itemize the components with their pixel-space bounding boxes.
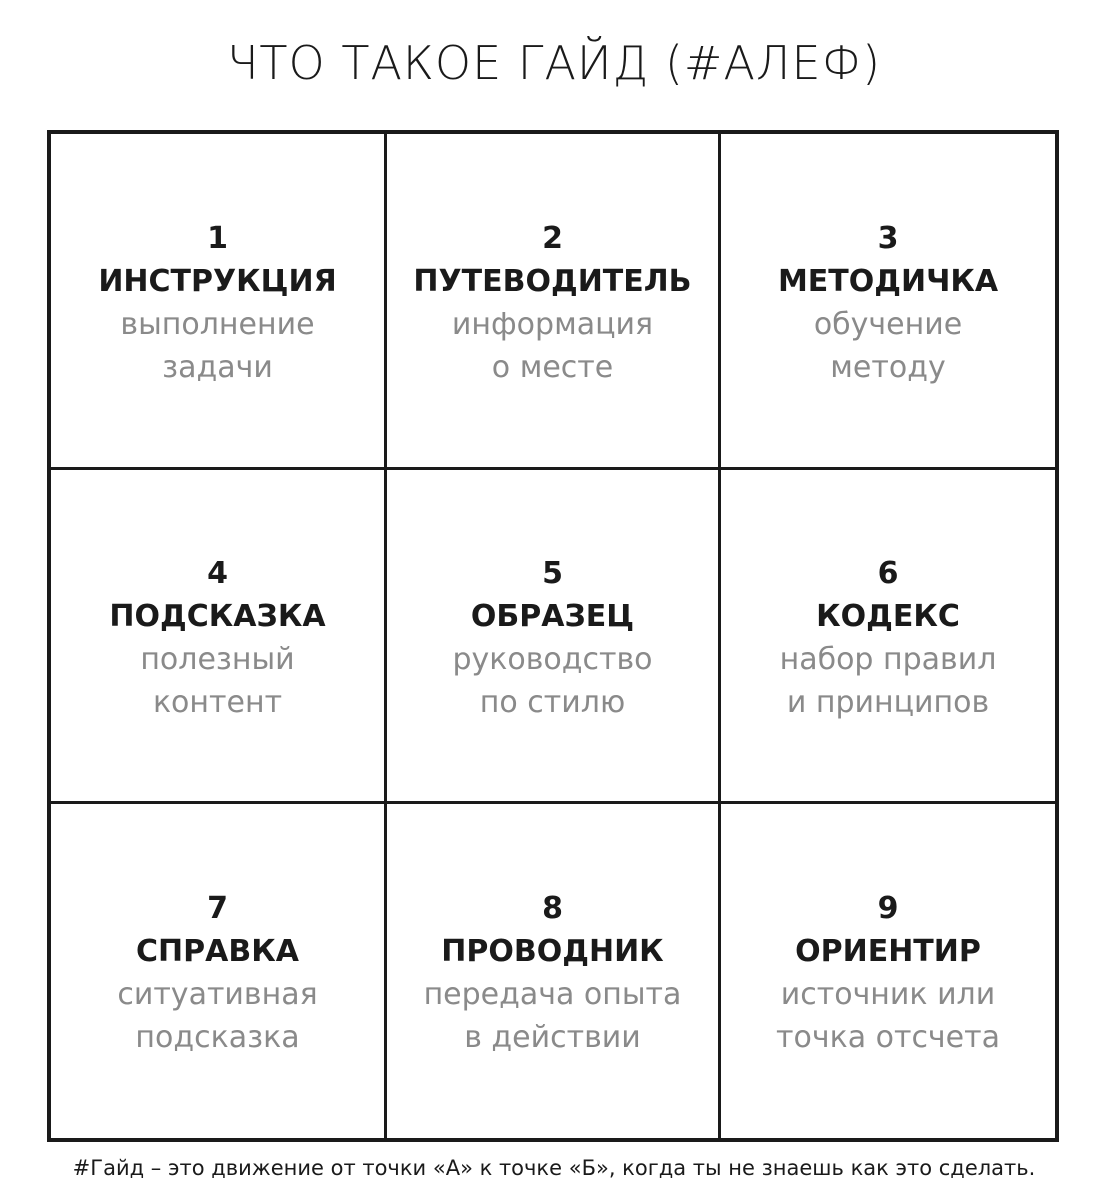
cell-title: ИНСТРУКЦИЯ	[98, 263, 337, 299]
grid-cell-9	[721, 804, 1055, 1138]
cell-description-line: методу	[830, 349, 946, 385]
cell-description-line: информация	[451, 306, 654, 342]
cell-description-line: выполнение	[120, 306, 315, 342]
cell-title: ОБРАЗЕЦ	[470, 598, 635, 634]
cell-description-line: о месте	[491, 349, 614, 385]
cell-title: ПУТЕВОДИТЕЛЬ	[413, 263, 692, 299]
cell-description-line: и принципов	[786, 684, 990, 720]
grid-cell-2	[387, 134, 721, 470]
grid-cell-5	[387, 470, 721, 804]
cell-number: 3	[877, 220, 899, 256]
page-title: ЧТО ТАКОЕ ГАЙД (#АЛЕФ)	[226, 36, 882, 90]
cell-number: 8	[542, 891, 563, 926]
cell-number: 1	[207, 220, 228, 256]
cell-description-line: источник или	[780, 977, 996, 1012]
cell-title: КОДЕКС	[816, 598, 960, 634]
cell-description-line: точка отсчета	[776, 1020, 1000, 1055]
cell-description-line: в действии	[464, 1020, 641, 1055]
cell-title: МЕТОДИЧКА	[777, 263, 999, 299]
guide-grid	[47, 130, 1059, 1142]
cell-description-line: обучение	[813, 306, 963, 342]
cell-description-line: полезный	[140, 641, 295, 677]
grid-cell-7	[51, 804, 387, 1138]
cell-description-line: задачи	[162, 349, 273, 385]
cell-description-line: передача опыта	[423, 977, 682, 1012]
grid-cell-6	[721, 470, 1055, 804]
cell-title: ПРОВОДНИК	[441, 934, 664, 969]
footnote: #Гайд – это движение от точки «А» к точке «Б», когда ты не знаешь как это сделать.	[72, 1156, 1036, 1180]
cell-description-line: подсказка	[135, 1020, 300, 1055]
cell-title: СПРАВКА	[136, 934, 299, 969]
cell-description-line: руководство	[452, 641, 653, 677]
cell-description-line: по стилю	[479, 684, 626, 720]
cell-number: 4	[207, 555, 228, 591]
grid-cell-4	[51, 470, 387, 804]
cell-description-line: ситуативная	[117, 977, 318, 1012]
cell-description-line: контент	[152, 684, 283, 720]
cell-number: 9	[877, 891, 899, 926]
cell-description-line: набор правил	[779, 641, 997, 677]
grid-cell-8	[387, 804, 721, 1138]
cell-number: 6	[877, 555, 899, 591]
cell-number: 2	[542, 220, 563, 256]
grid-cell-1	[51, 134, 387, 470]
cell-number: 5	[542, 555, 563, 591]
grid-cell-3	[721, 134, 1055, 470]
cell-title: ОРИЕНТИР	[795, 934, 981, 969]
cell-number: 7	[207, 891, 228, 926]
cell-title: ПОДСКАЗКА	[109, 598, 326, 634]
